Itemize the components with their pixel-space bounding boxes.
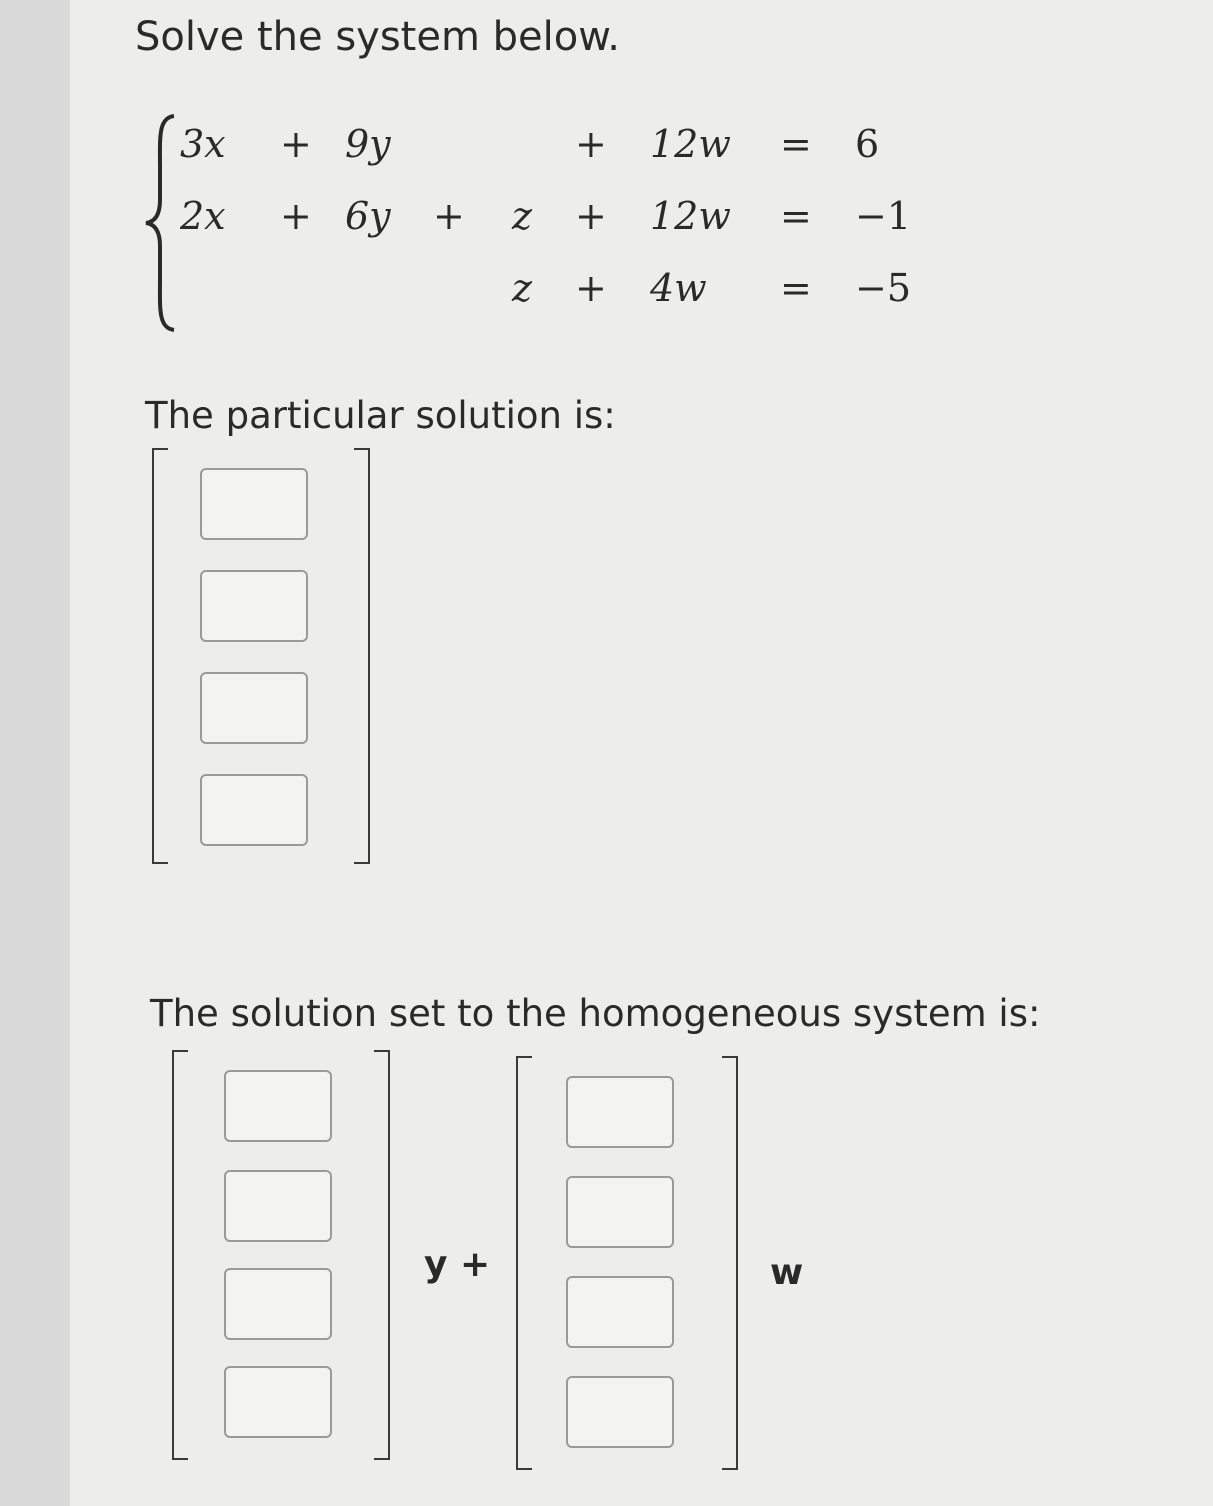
plus-sign: +: [280, 122, 312, 166]
term-w: 4w: [650, 266, 707, 310]
term-x: 2x: [180, 194, 226, 238]
homogeneous-vector-y: [172, 1050, 390, 1460]
particular-solution-vector: [152, 448, 370, 864]
homogeneous-w-entry-3[interactable]: [566, 1276, 674, 1348]
particular-entry-3[interactable]: [200, 672, 308, 744]
homogeneous-w-entry-4[interactable]: [566, 1376, 674, 1448]
equation-system: [140, 108, 960, 338]
homogeneous-w-entry-2[interactable]: [566, 1176, 674, 1248]
term-z: z: [512, 194, 533, 238]
homogeneous-y-entry-2[interactable]: [224, 1170, 332, 1242]
plus-sign: +: [575, 194, 607, 238]
homogeneous-solution-label: The solution set to the homogeneous system is:: [150, 992, 1041, 1035]
plus-sign: +: [280, 194, 312, 238]
term-w: 12w: [650, 122, 731, 166]
right-bracket: [722, 1056, 738, 1470]
homogeneous-y-entry-4[interactable]: [224, 1366, 332, 1438]
term-w: 12w: [650, 194, 731, 238]
equals-sign: =: [780, 194, 812, 238]
param-w-label: w: [770, 1252, 804, 1293]
right-bracket: [354, 448, 370, 864]
equals-sign: =: [780, 122, 812, 166]
left-margin: [0, 0, 70, 1506]
plus-sign: +: [575, 122, 607, 166]
homogeneous-y-entry-1[interactable]: [224, 1070, 332, 1142]
term-y: 6y: [345, 194, 391, 238]
homogeneous-y-entry-3[interactable]: [224, 1268, 332, 1340]
homogeneous-w-entry-1[interactable]: [566, 1076, 674, 1148]
term-z: z: [512, 266, 533, 310]
plus-sign: +: [433, 194, 465, 238]
param-y-label: y +: [424, 1244, 491, 1285]
particular-entry-2[interactable]: [200, 570, 308, 642]
left-bracket: [516, 1056, 532, 1470]
equation-row-3: [140, 266, 960, 326]
rhs-value: −5: [855, 266, 912, 310]
rhs-value: −1: [855, 194, 912, 238]
plus-sign: +: [575, 266, 607, 310]
equation-row-1: [140, 122, 960, 182]
homogeneous-vector-w: [516, 1056, 738, 1470]
particular-entry-4[interactable]: [200, 774, 308, 846]
left-bracket: [152, 448, 168, 864]
equation-row-2: [140, 194, 960, 254]
particular-entry-1[interactable]: [200, 468, 308, 540]
equals-sign: =: [780, 266, 812, 310]
rhs-value: 6: [855, 122, 880, 166]
term-x: 3x: [180, 122, 226, 166]
particular-solution-label: The particular solution is:: [145, 394, 616, 437]
term-y: 9y: [345, 122, 391, 166]
left-bracket: [172, 1050, 188, 1460]
question-prompt: Solve the system below.: [135, 14, 620, 60]
right-bracket: [374, 1050, 390, 1460]
